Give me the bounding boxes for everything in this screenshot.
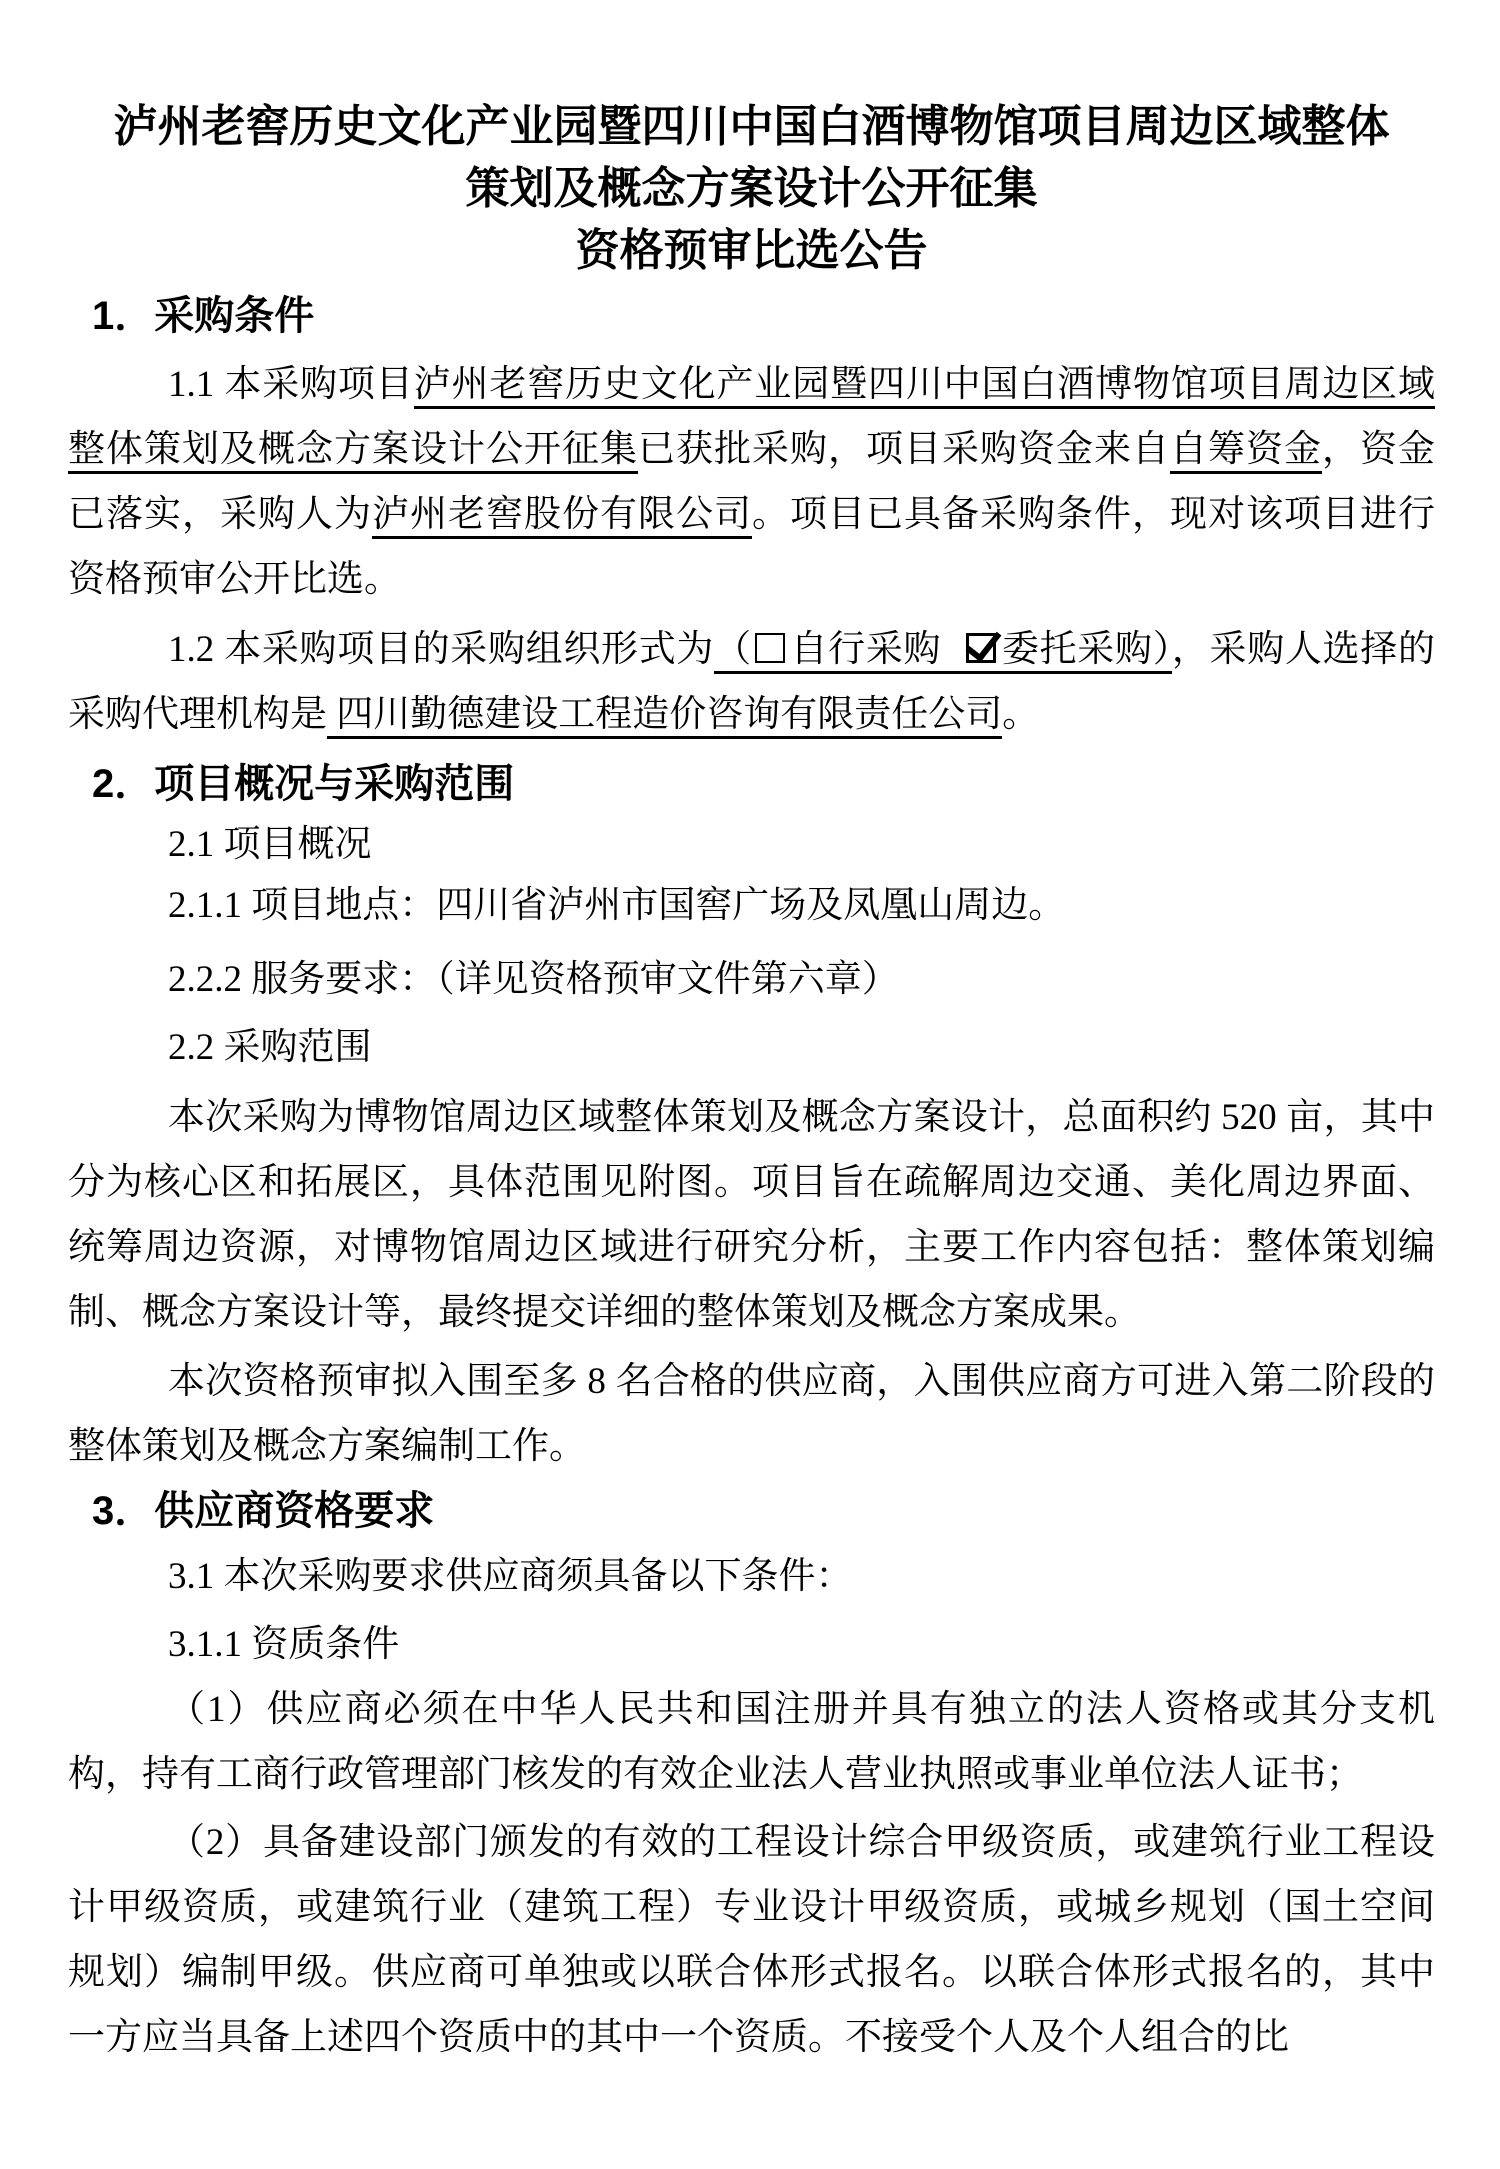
document-title-line-1: 泸州老窖历史文化产业园暨四川中国白酒博物馆项目周边区域整体 xyxy=(113,102,1390,151)
document-title-line-2: 策划及概念方案设计公开征集 xyxy=(465,164,1038,213)
item-2-2-2: 2.2.2 服务要求：（详见资格预审文件第六章） xyxy=(168,959,899,1000)
item-2-1: 2.1 项目概况 xyxy=(168,824,372,865)
paragraph-1-2-end: 。 xyxy=(1002,694,1040,735)
paragraph-scope: 本次采购为博物馆周边区域整体策划及概念方案设计，总面积约 520 亩，其中分为核心区和拓展区，具体范围见附图。项目旨在疏解周边交通、美化周边界面、统筹周边资源，对博物馆周边区域进行研究分析，主要工作内容包括：整体策划编制、概念方案设计等，最终提交详细的整体策划及概念方案成果。 xyxy=(68,1097,1435,1333)
paragraph-shortlist: 本次资格预审拟入围至多 8 名合格的供应商，入围供应商方可进入第二阶段的整体策划及概念方案编制工作。 xyxy=(68,1361,1435,1467)
paragraph-1-2-mid: ，采购人选择的采购代理机构是 xyxy=(68,629,1435,735)
project-name-underlined: 泸州老窖历史文化产业园暨四川中国白酒博物馆项目周边区域整体策划及概念方案设计公开征集 xyxy=(68,364,1435,474)
paragraph-1-1-mid1: 已获批采购，项目采购资金来自 xyxy=(638,429,1170,470)
paragraph-1-1-lead: 1.1 本采购项目 xyxy=(168,364,414,405)
section-1-heading: 1．采购条件 xyxy=(92,294,315,338)
document-title-line-3: 资格预审比选公告 xyxy=(575,226,928,275)
checkbox-unchecked-icon xyxy=(755,633,785,663)
funding-source-underlined: 自筹资金 xyxy=(1170,429,1322,474)
self-procurement-label: 自行采购 xyxy=(789,629,942,670)
paragraph-1-2 xyxy=(68,617,1435,747)
section-3-heading: 3．供应商资格要求 xyxy=(92,1489,435,1533)
purchaser-name-underlined: 泸州老窖股份有限公司 xyxy=(372,494,752,539)
item-2-2: 2.2 采购范围 xyxy=(168,1027,372,1068)
document-title xyxy=(68,96,1435,282)
item-3-1-1: 3.1.1 资质条件 xyxy=(168,1624,400,1665)
paragraph-1-1-end: 。项目已具备采购条件，现对该项目进行资格预审公开比选。 xyxy=(68,494,1435,600)
paren-open: （ xyxy=(714,629,752,670)
paragraph-condition-2: （2）具备建设部门颁发的有效的工程设计综合甲级资质，或建筑行业工程设计甲级资质，或建筑行业（建筑工程）专业设计甲级资质，或城乡规划（国土空间规划）编制甲级。供应商可单独或以联合体形式报名。以联合体形式报名的，其中一方应当具备上述四个资质中的其中一个资质。不接受个人及个人组合的比 xyxy=(68,1822,1435,2058)
organization-form-underlined xyxy=(714,629,1172,674)
entrusted-procurement-label: 委托采购 xyxy=(1001,629,1153,670)
agency-name-underlined: 四川勤德建设工程造价咨询有限责任公司 xyxy=(327,694,1002,739)
item-2-1-1: 2.1.1 项目地点：四川省泸州市国窖广场及凤凰山周边。 xyxy=(168,885,1066,926)
item-3-1: 3.1 本次采购要求供应商须具备以下条件： xyxy=(168,1556,853,1597)
paragraph-condition-1: （1）供应商必须在中华人民共和国注册并具有独立的法人资格或其分支机构，持有工商行政管理部门核发的有效企业法人营业执照或事业单位法人证书； xyxy=(68,1689,1435,1795)
paragraph-1-2-lead: 1.2 本采购项目的采购组织形式为 xyxy=(168,629,715,670)
paragraph-1-1-mid2: ，资金已落实，采购人为 xyxy=(68,429,1435,535)
section-2-heading: 2．项目概况与采购范围 xyxy=(92,762,515,806)
paren-close: ） xyxy=(1152,629,1172,670)
paragraph-1-1 xyxy=(68,352,1435,612)
checkbox-checked-icon xyxy=(966,633,996,663)
